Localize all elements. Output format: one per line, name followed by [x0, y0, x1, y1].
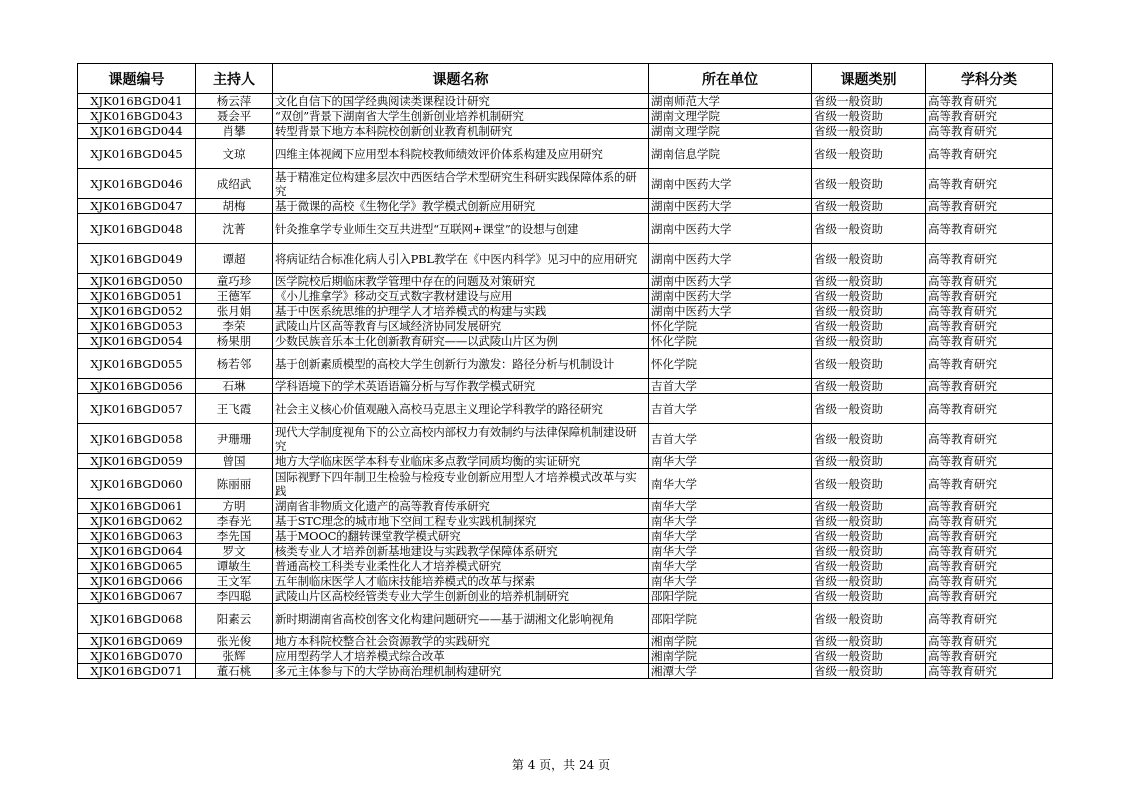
unit-cell: 南华大学 — [649, 469, 812, 499]
table-row — [78, 334, 1053, 349]
host-cell: 罗文 — [196, 544, 273, 559]
host-cell: 王德军 — [196, 289, 273, 304]
project-title-cell: “双创”背景下湖南省大学生创新创业培养机制研究 — [273, 109, 649, 124]
table-row — [78, 559, 1053, 574]
table-row — [78, 244, 1053, 274]
project-title-cell: 多元主体参与下的大学协商治理机制构建研究 — [273, 664, 649, 679]
table-row — [78, 199, 1053, 214]
table-row — [78, 274, 1053, 289]
project-title-cell: 《小儿推拿学》移动交互式数字教材建设与应用 — [273, 289, 649, 304]
subject-cell: 高等教育研究 — [926, 139, 1053, 169]
unit-cell: 湘南学院 — [649, 649, 812, 664]
subject-cell: 高等教育研究 — [926, 469, 1053, 499]
subject-cell: 高等教育研究 — [926, 169, 1053, 199]
category-cell: 省级一般资助 — [812, 379, 926, 394]
project-id-cell: XJK016BGD061 — [78, 499, 196, 514]
table-row — [78, 379, 1053, 394]
header-category: 课题类别 — [812, 64, 926, 94]
table-row — [78, 94, 1053, 109]
category-cell: 省级一般资助 — [812, 634, 926, 649]
project-title-cell: 湖南省非物质文化遗产的高等教育传承研究 — [273, 499, 649, 514]
subject-cell: 高等教育研究 — [926, 634, 1053, 649]
subject-cell: 高等教育研究 — [926, 289, 1053, 304]
unit-cell: 南华大学 — [649, 454, 812, 469]
subject-cell: 高等教育研究 — [926, 559, 1053, 574]
unit-cell: 湖南中医药大学 — [649, 169, 812, 199]
table-row — [78, 514, 1053, 529]
subject-cell: 高等教育研究 — [926, 529, 1053, 544]
project-title-cell: 文化自信下的国学经典阅读类课程设计研究 — [273, 94, 649, 109]
unit-cell: 南华大学 — [649, 514, 812, 529]
host-cell: 杨若邻 — [196, 349, 273, 379]
header-host: 主持人 — [196, 64, 273, 94]
unit-cell: 湘南学院 — [649, 634, 812, 649]
unit-cell: 湖南中医药大学 — [649, 244, 812, 274]
category-cell: 省级一般资助 — [812, 649, 926, 664]
unit-cell: 怀化学院 — [649, 334, 812, 349]
host-cell: 陈丽丽 — [196, 469, 273, 499]
host-cell: 王飞霞 — [196, 394, 273, 424]
subject-cell: 高等教育研究 — [926, 94, 1053, 109]
header-project-id: 课题编号 — [78, 64, 196, 94]
subject-cell: 高等教育研究 — [926, 664, 1053, 679]
project-title-cell: 将病证结合标准化病人引入PBL教学在《中医内科学》见习中的应用研究 — [273, 244, 649, 274]
project-id-cell: XJK016BGD045 — [78, 139, 196, 169]
project-title-cell: 新时期湖南省高校创客文化构建问题研究——基于湖湘文化影响视角 — [273, 604, 649, 634]
project-id-cell: XJK016BGD068 — [78, 604, 196, 634]
project-title-cell: 少数民族音乐本土化创新教育研究——以武陵山片区为例 — [273, 334, 649, 349]
host-cell: 曾国 — [196, 454, 273, 469]
category-cell: 省级一般资助 — [812, 664, 926, 679]
category-cell: 省级一般资助 — [812, 529, 926, 544]
project-id-cell: XJK016BGD059 — [78, 454, 196, 469]
subject-cell: 高等教育研究 — [926, 319, 1053, 334]
page-footer: 第 4 页，共 24 页 — [511, 758, 611, 772]
header-subject: 学科分类 — [926, 64, 1053, 94]
host-cell: 聂会平 — [196, 109, 273, 124]
category-cell: 省级一般资助 — [812, 319, 926, 334]
unit-cell: 吉首大学 — [649, 394, 812, 424]
project-id-cell: XJK016BGD057 — [78, 394, 196, 424]
host-cell: 李先国 — [196, 529, 273, 544]
project-id-cell: XJK016BGD063 — [78, 529, 196, 544]
host-cell: 阳素云 — [196, 604, 273, 634]
project-table — [77, 63, 1053, 679]
table-row — [78, 289, 1053, 304]
table-row — [78, 454, 1053, 469]
project-title-cell: 基于STC理念的城市地下空间工程专业实践机制探究 — [273, 514, 649, 529]
project-title-cell: 医学院校后期临床教学管理中存在的问题及对策研究 — [273, 274, 649, 289]
host-cell: 张光俊 — [196, 634, 273, 649]
unit-cell: 南华大学 — [649, 544, 812, 559]
category-cell: 省级一般资助 — [812, 349, 926, 379]
subject-cell: 高等教育研究 — [926, 124, 1053, 139]
category-cell: 省级一般资助 — [812, 424, 926, 454]
project-id-cell: XJK016BGD056 — [78, 379, 196, 394]
host-cell: 童巧珍 — [196, 274, 273, 289]
category-cell: 省级一般资助 — [812, 199, 926, 214]
unit-cell: 邵阳学院 — [649, 604, 812, 634]
category-cell: 省级一般资助 — [812, 334, 926, 349]
unit-cell: 湘潭大学 — [649, 664, 812, 679]
category-cell: 省级一般资助 — [812, 124, 926, 139]
subject-cell: 高等教育研究 — [926, 379, 1053, 394]
project-id-cell: XJK016BGD049 — [78, 244, 196, 274]
table-header-row — [78, 64, 1053, 94]
header-project-title: 课题名称 — [273, 64, 649, 94]
project-id-cell: XJK016BGD044 — [78, 124, 196, 139]
unit-cell: 湖南文理学院 — [649, 124, 812, 139]
category-cell: 省级一般资助 — [812, 169, 926, 199]
category-cell: 省级一般资助 — [812, 469, 926, 499]
host-cell: 石琳 — [196, 379, 273, 394]
host-cell: 张月娟 — [196, 304, 273, 319]
table-row — [78, 649, 1053, 664]
project-id-cell: XJK016BGD050 — [78, 274, 196, 289]
table-row — [78, 214, 1053, 244]
unit-cell: 怀化学院 — [649, 319, 812, 334]
category-cell: 省级一般资助 — [812, 109, 926, 124]
host-cell: 王文军 — [196, 574, 273, 589]
unit-cell: 南华大学 — [649, 499, 812, 514]
project-id-cell: XJK016BGD046 — [78, 169, 196, 199]
category-cell: 省级一般资助 — [812, 214, 926, 244]
project-title-cell: 基于中医系统思维的护理学人才培养模式的构建与实践 — [273, 304, 649, 319]
category-cell: 省级一般资助 — [812, 304, 926, 319]
table-row — [78, 664, 1053, 679]
project-title-cell: 基于精准定位构建多层次中西医结合学术型研究生科研实践保障体系的研究 — [273, 169, 649, 199]
unit-cell: 湖南中医药大学 — [649, 214, 812, 244]
category-cell: 省级一般资助 — [812, 514, 926, 529]
host-cell: 董石桃 — [196, 664, 273, 679]
host-cell: 李四聪 — [196, 589, 273, 604]
project-title-cell: 武陵山片区高校经管类专业大学生创新创业的培养机制研究 — [273, 589, 649, 604]
project-id-cell: XJK016BGD048 — [78, 214, 196, 244]
category-cell: 省级一般资助 — [812, 604, 926, 634]
table-row — [78, 604, 1053, 634]
subject-cell: 高等教育研究 — [926, 514, 1053, 529]
category-cell: 省级一般资助 — [812, 544, 926, 559]
project-title-cell: 地方大学临床医学本科专业临床多点教学同质均衡的实证研究 — [273, 454, 649, 469]
subject-cell: 高等教育研究 — [926, 349, 1053, 379]
project-id-cell: XJK016BGD051 — [78, 289, 196, 304]
project-id-cell: XJK016BGD067 — [78, 589, 196, 604]
subject-cell: 高等教育研究 — [926, 304, 1053, 319]
project-title-cell: 针灸推拿学专业师生交互共进型“互联网+课堂”的设想与创建 — [273, 214, 649, 244]
table-row — [78, 424, 1053, 454]
table-row — [78, 169, 1053, 199]
table-row — [78, 589, 1053, 604]
table-row — [78, 394, 1053, 424]
unit-cell: 湖南信息学院 — [649, 139, 812, 169]
subject-cell: 高等教育研究 — [926, 544, 1053, 559]
host-cell: 尹珊珊 — [196, 424, 273, 454]
project-title-cell: 四维主体视阈下应用型本科院校教师绩效评价体系构建及应用研究 — [273, 139, 649, 169]
category-cell: 省级一般资助 — [812, 244, 926, 274]
unit-cell: 怀化学院 — [649, 349, 812, 379]
host-cell: 文琼 — [196, 139, 273, 169]
subject-cell: 高等教育研究 — [926, 574, 1053, 589]
unit-cell: 吉首大学 — [649, 379, 812, 394]
category-cell: 省级一般资助 — [812, 559, 926, 574]
project-id-cell: XJK016BGD055 — [78, 349, 196, 379]
host-cell: 谭敏生 — [196, 559, 273, 574]
table-row — [78, 544, 1053, 559]
unit-cell: 吉首大学 — [649, 424, 812, 454]
subject-cell: 高等教育研究 — [926, 394, 1053, 424]
table-row — [78, 574, 1053, 589]
project-id-cell: XJK016BGD043 — [78, 109, 196, 124]
table-row — [78, 529, 1053, 544]
host-cell: 方明 — [196, 499, 273, 514]
host-cell: 胡梅 — [196, 199, 273, 214]
project-title-cell: 基于微课的高校《生物化学》教学模式创新应用研究 — [273, 199, 649, 214]
unit-cell: 湖南中医药大学 — [649, 199, 812, 214]
category-cell: 省级一般资助 — [812, 139, 926, 169]
category-cell: 省级一般资助 — [812, 574, 926, 589]
subject-cell: 高等教育研究 — [926, 109, 1053, 124]
table-row — [78, 349, 1053, 379]
unit-cell: 湖南师范大学 — [649, 94, 812, 109]
project-id-cell: XJK016BGD069 — [78, 634, 196, 649]
table-row — [78, 499, 1053, 514]
table-row — [78, 109, 1053, 124]
subject-cell: 高等教育研究 — [926, 589, 1053, 604]
subject-cell: 高等教育研究 — [926, 424, 1053, 454]
project-title-cell: 武陵山片区高等教育与区域经济协同发展研究 — [273, 319, 649, 334]
unit-cell: 湖南中医药大学 — [649, 274, 812, 289]
table-row — [78, 304, 1053, 319]
project-id-cell: XJK016BGD047 — [78, 199, 196, 214]
project-title-cell: 现代大学制度视角下的公立高校内部权力有效制约与法律保障机制建设研究 — [273, 424, 649, 454]
category-cell: 省级一般资助 — [812, 274, 926, 289]
subject-cell: 高等教育研究 — [926, 334, 1053, 349]
header-unit: 所在单位 — [649, 64, 812, 94]
category-cell: 省级一般资助 — [812, 289, 926, 304]
project-id-cell: XJK016BGD071 — [78, 664, 196, 679]
table-row — [78, 469, 1053, 499]
host-cell: 沈菁 — [196, 214, 273, 244]
unit-cell: 邵阳学院 — [649, 589, 812, 604]
table-row — [78, 139, 1053, 169]
subject-cell: 高等教育研究 — [926, 649, 1053, 664]
project-id-cell: XJK016BGD064 — [78, 544, 196, 559]
unit-cell: 南华大学 — [649, 574, 812, 589]
subject-cell: 高等教育研究 — [926, 214, 1053, 244]
project-id-cell: XJK016BGD060 — [78, 469, 196, 499]
project-id-cell: XJK016BGD065 — [78, 559, 196, 574]
project-id-cell: XJK016BGD066 — [78, 574, 196, 589]
unit-cell: 湖南中医药大学 — [649, 304, 812, 319]
category-cell: 省级一般资助 — [812, 454, 926, 469]
project-id-cell: XJK016BGD070 — [78, 649, 196, 664]
project-id-cell: XJK016BGD058 — [78, 424, 196, 454]
host-cell: 杨果朋 — [196, 334, 273, 349]
category-cell: 省级一般资助 — [812, 94, 926, 109]
project-title-cell: 基于创新素质模型的高校大学生创新行为激发：路径分析与机制设计 — [273, 349, 649, 379]
category-cell: 省级一般资助 — [812, 499, 926, 514]
host-cell: 肖攀 — [196, 124, 273, 139]
table-row — [78, 634, 1053, 649]
project-id-cell: XJK016BGD052 — [78, 304, 196, 319]
table-row — [78, 124, 1053, 139]
category-cell: 省级一般资助 — [812, 589, 926, 604]
host-cell: 成绍武 — [196, 169, 273, 199]
project-id-cell: XJK016BGD041 — [78, 94, 196, 109]
project-title-cell: 地方本科院校整合社会资源教学的实践研究 — [273, 634, 649, 649]
host-cell: 李春光 — [196, 514, 273, 529]
subject-cell: 高等教育研究 — [926, 274, 1053, 289]
subject-cell: 高等教育研究 — [926, 454, 1053, 469]
project-title-cell: 国际视野下四年制卫生检验与检疫专业创新应用型人才培养模式改革与实践 — [273, 469, 649, 499]
project-title-cell: 五年制临床医学人才临床技能培养模式的改革与探索 — [273, 574, 649, 589]
subject-cell: 高等教育研究 — [926, 499, 1053, 514]
unit-cell: 湖南中医药大学 — [649, 289, 812, 304]
project-title-cell: 基于MOOC的翻转课堂教学模式研究 — [273, 529, 649, 544]
host-cell: 谭超 — [196, 244, 273, 274]
unit-cell: 湖南文理学院 — [649, 109, 812, 124]
subject-cell: 高等教育研究 — [926, 604, 1053, 634]
project-id-cell: XJK016BGD062 — [78, 514, 196, 529]
unit-cell: 南华大学 — [649, 529, 812, 544]
host-cell: 张辉 — [196, 649, 273, 664]
table-row — [78, 319, 1053, 334]
unit-cell: 南华大学 — [649, 559, 812, 574]
host-cell: 李荣 — [196, 319, 273, 334]
project-title-cell: 应用型药学人才培养模式综合改革 — [273, 649, 649, 664]
project-title-cell: 转型背景下地方本科院校创新创业教育机制研究 — [273, 124, 649, 139]
subject-cell: 高等教育研究 — [926, 199, 1053, 214]
project-id-cell: XJK016BGD054 — [78, 334, 196, 349]
project-title-cell: 普通高校工科类专业柔性化人才培养模式研究 — [273, 559, 649, 574]
category-cell: 省级一般资助 — [812, 394, 926, 424]
project-title-cell: 学科语境下的学术英语语篇分析与写作教学模式研究 — [273, 379, 649, 394]
subject-cell: 高等教育研究 — [926, 244, 1053, 274]
project-title-cell: 社会主义核心价值观融入高校马克思主义理论学科教学的路径研究 — [273, 394, 649, 424]
host-cell: 杨云萍 — [196, 94, 273, 109]
project-title-cell: 核类专业人才培养创新基地建设与实践教学保障体系研究 — [273, 544, 649, 559]
project-id-cell: XJK016BGD053 — [78, 319, 196, 334]
